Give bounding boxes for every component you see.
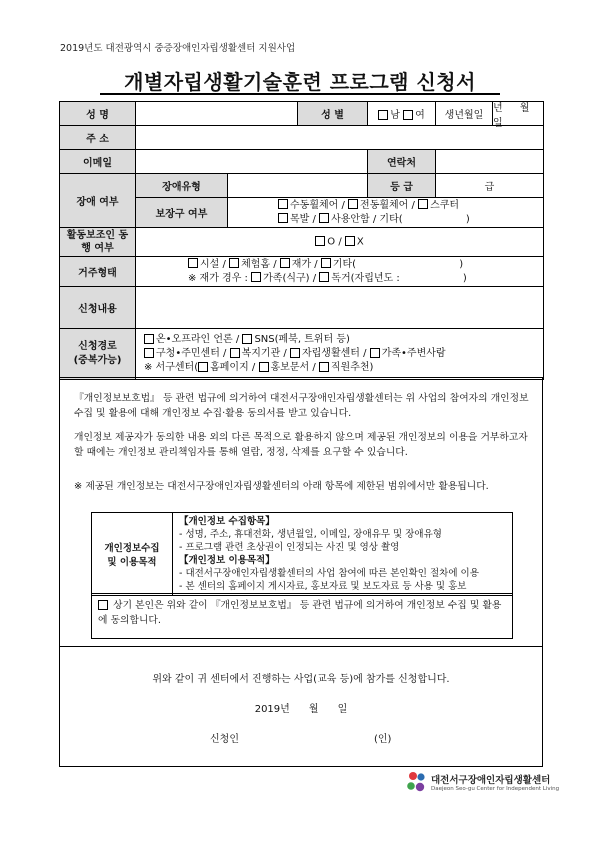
privacy-purpose-label-1: 개인정보수집 <box>104 543 160 554</box>
residence-alone-checkbox[interactable] <box>319 272 329 282</box>
application-date[interactable]: 2019년 월 일 <box>254 704 348 715</box>
route-media-checkbox[interactable] <box>144 334 154 344</box>
privacy-paragraph-1: 『개인정보보호법』 등 관련 법규에 의거하여 대전서구장애인자립생활센터는 위 사업의 참여자의 개인정보 수집 및 활용에 대해 개인정보 수집·활용 동의서를 받고 있습니다. <box>74 393 529 419</box>
residence-other-label: 기타( <box>332 258 357 270</box>
grade-field[interactable]: 급 <box>436 174 544 198</box>
aid-scooter-label: 스쿠터 <box>430 199 460 211</box>
privacy-consent-section <box>59 377 543 767</box>
program-header: 2019년도 대전광역시 중증장애인자립생활센터 지원사업 <box>60 43 296 54</box>
residence-options <box>136 257 544 287</box>
disability-type-field[interactable] <box>228 174 368 198</box>
route-office-checkbox[interactable] <box>144 348 154 358</box>
aid-options <box>228 198 544 228</box>
contact-label: 연락처 <box>368 150 436 174</box>
center-logo-name: 대전서구장애인자립생활센터 <box>431 775 551 786</box>
residence-family-label: 가족(식구) / <box>263 272 317 284</box>
address-label: 주 소 <box>60 126 136 150</box>
address-field[interactable] <box>136 126 544 150</box>
route-document-label: 홍보문서 / <box>270 362 316 373</box>
assist-yes-checkbox[interactable] <box>315 236 325 246</box>
residence-facility-label: 시설 / <box>200 258 226 270</box>
aid-crutch-checkbox[interactable] <box>278 213 288 223</box>
purpose-heading: 【개인정보 이용목적】 <box>179 555 275 566</box>
aid-manual-label: 수동휠체어 / <box>290 199 345 211</box>
privacy-purpose-label-2: 및 이용목적 <box>107 557 157 568</box>
section-divider <box>60 646 542 647</box>
assist-options <box>136 228 544 257</box>
route-seogu-prefix: ※ 서구센터( <box>144 362 199 373</box>
gender-male-checkbox[interactable] <box>378 110 388 120</box>
route-label-main: 신청경로 <box>78 341 117 352</box>
aid-other-close: ) <box>465 213 470 225</box>
purpose-item-2: - 본 센터의 홈페이지 게시자료, 홍보자료 및 보도자료 등 사용 및 홍보 <box>179 581 467 592</box>
consent-text: 상기 본인은 위와 같이 『개인정보보호법』 등 관련 법규에 의거하여 개인정보 수집 및 활용에 동의합니다. <box>98 600 502 626</box>
route-welfare-checkbox[interactable] <box>230 348 240 358</box>
name-label: 성 명 <box>60 102 136 126</box>
aid-label: 보장구 여부 <box>136 198 228 228</box>
route-staff-label: 직원추천) <box>330 362 374 373</box>
route-family-label: 가족•주변사람 <box>381 348 446 359</box>
disability-type-label: 장애유형 <box>136 174 228 198</box>
route-office-label: 구청•주민센터 / <box>156 348 227 359</box>
birth-label: 생년월일 <box>436 102 493 125</box>
aid-manual-checkbox[interactable] <box>278 199 288 209</box>
email-label: 이메일 <box>60 150 136 174</box>
route-il-center-label: 자립생활센터 / <box>301 348 367 359</box>
name-field[interactable] <box>136 102 298 126</box>
assist-no-checkbox[interactable] <box>345 236 355 246</box>
collect-item-1: - 성명, 주소, 휴대전화, 생년월일, 이메일, 장애유무 및 장애유형 <box>179 529 442 540</box>
seal-mark[interactable]: (인) <box>374 734 392 745</box>
contact-field[interactable] <box>436 150 544 174</box>
route-document-checkbox[interactable] <box>259 362 269 372</box>
residence-other-close: ) <box>459 258 464 270</box>
applicant-label: 신청인 <box>210 734 239 745</box>
assist-label: 활동보조인 동행 여부 <box>60 228 136 257</box>
privacy-paragraph-3: ※ 제공된 개인정보는 대전서구장애인자립생활센터의 아래 항목에 제한된 범위에서만 활용됩니다. <box>74 481 489 492</box>
route-label <box>60 329 136 380</box>
residence-sub-prefix: ※ 재가 경우 : <box>188 272 248 284</box>
gender-label: 성 별 <box>298 102 368 126</box>
gender-male-label: 남 <box>390 110 400 121</box>
route-sns-label: SNS(페북, 트위터 등) <box>254 334 350 345</box>
residence-other-checkbox[interactable] <box>321 258 331 268</box>
page-title: 개별자립생활기술훈련 프로그램 신청서 <box>124 70 476 94</box>
privacy-paragraph-2: 개인정보 제공자가 동의한 내용 외의 다른 목적으로 활용하지 않으며 제공된 개인정보의 이용을 거부하고자 할 때에는 개인정보 관리책임자를 통해 열람, 정정, 삭제를 요구할 수 있습니다. <box>74 432 528 458</box>
residence-experience-checkbox[interactable] <box>229 258 239 268</box>
residence-label: 거주형태 <box>60 257 136 287</box>
route-family-checkbox[interactable] <box>370 348 380 358</box>
residence-facility-checkbox[interactable] <box>188 258 198 268</box>
privacy-purpose-table <box>91 512 513 596</box>
consent-box <box>91 593 513 639</box>
gender-options <box>368 102 436 126</box>
route-media-label: 온•오프라인 언론 / <box>156 334 240 345</box>
residence-home-checkbox[interactable] <box>280 258 290 268</box>
gender-female-checkbox[interactable] <box>403 110 413 120</box>
center-logo <box>405 770 565 800</box>
request-label: 신청내용 <box>60 287 136 329</box>
residence-family-checkbox[interactable] <box>251 272 261 282</box>
route-label-sub: (중복가능) <box>73 355 122 366</box>
email-field[interactable] <box>136 150 368 174</box>
aid-electric-label: 전동휠체어 / <box>360 199 415 211</box>
aid-electric-checkbox[interactable] <box>348 199 358 209</box>
aid-scooter-checkbox[interactable] <box>418 199 428 209</box>
request-field[interactable] <box>136 287 544 329</box>
route-sns-checkbox[interactable] <box>242 334 252 344</box>
disability-label: 장애 여부 <box>60 174 136 228</box>
consent-checkbox[interactable] <box>98 600 108 610</box>
gender-female-label: 여 <box>415 110 425 121</box>
declaration-text: 위와 같이 귀 센터에서 진행하는 사업(교육 등)에 참가를 신청합니다. <box>152 674 450 685</box>
route-options <box>136 329 544 380</box>
route-homepage-label: 홈페이지 / <box>210 362 256 373</box>
aid-none-label: 사용안함 / 기타( <box>331 213 403 225</box>
title-underline <box>100 93 500 95</box>
center-logo-subtitle: Daejeon Seo-gu Center for Independent Living <box>431 786 560 792</box>
collect-item-2: - 프로그램 관련 초상권이 인정되는 사진 및 영상 촬영 <box>179 542 400 553</box>
application-form <box>59 101 544 380</box>
birth-cell <box>436 102 544 129</box>
aid-none-checkbox[interactable] <box>319 213 329 223</box>
assist-no-label: X <box>356 236 364 248</box>
residence-home-label: 재가 / <box>291 258 318 270</box>
aid-crutch-label: 목발 / <box>290 213 316 225</box>
route-welfare-label: 복지기관 / <box>241 348 287 359</box>
center-logo-icon <box>405 770 429 796</box>
collect-heading: 【개인정보 수집항목】 <box>179 516 275 527</box>
route-staff-checkbox[interactable] <box>319 362 329 372</box>
residence-alone-label: 독거(자립년도 : <box>331 272 400 284</box>
route-homepage-checkbox[interactable] <box>198 362 208 372</box>
purpose-item-1: - 대전서구장애인자립생활센터의 사업 참여에 따른 본인확인 절차에 이용 <box>179 568 479 579</box>
assist-yes-label: O / <box>327 236 342 248</box>
birth-field[interactable]: 년 월 일 <box>493 102 530 129</box>
privacy-purpose-label <box>92 513 173 596</box>
privacy-purpose-body <box>173 513 513 596</box>
residence-experience-label: 체험홈 / <box>241 258 277 270</box>
residence-alone-close: ) <box>462 272 467 284</box>
consent-statement <box>92 594 512 632</box>
route-il-center-checkbox[interactable] <box>290 348 300 358</box>
grade-label: 등 급 <box>368 174 436 198</box>
